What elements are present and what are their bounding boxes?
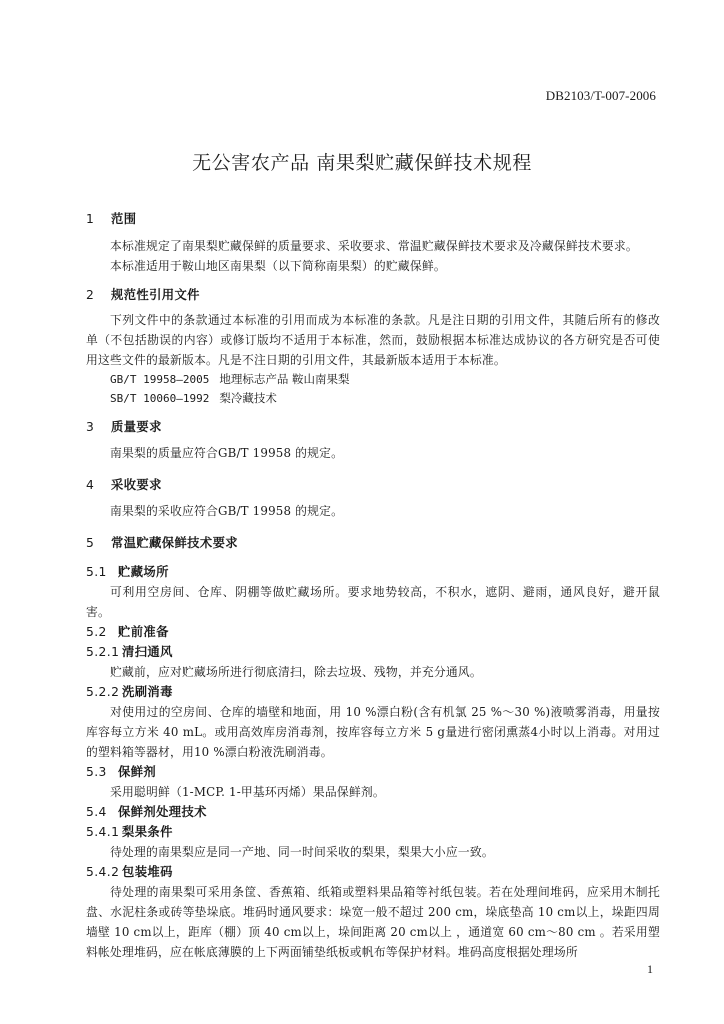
paragraph: 可利用空房间、仓库、阴棚等做贮藏场所。要求地势较高，不积水，遮阴、避雨，通风良好，避开鼠害。 [86,585,660,619]
reference-item [86,389,660,408]
subsection-heading-5-1 [86,562,660,582]
document-code: DB2103/T-007-2006 [545,88,656,103]
section-number: 2 [86,288,95,302]
section-number: 3 [86,420,95,434]
subsection-heading-5-2 [86,622,660,642]
section-title: 采收要求 [111,478,162,492]
section-number: 5.4 [86,805,107,819]
section-title: 质量要求 [111,420,162,434]
section-number: 5.4.2 [86,865,120,879]
subsection-heading-5-2-1 [86,642,660,662]
paragraph: 本标准适用于鞍山地区南果梨（以下简称南果梨）的贮藏保鲜。 [110,259,446,273]
document-body [86,209,660,962]
subsection-heading-5-4-2 [86,862,660,882]
section-number: 5.3 [86,765,107,779]
reference-name: 梨冷藏技术 [219,391,277,405]
section-title: 清扫通风 [122,645,173,659]
subsection-heading-5-2-2 [86,682,660,702]
section-heading-2 [86,285,660,305]
section-heading-3 [86,417,660,437]
section-heading-1 [86,209,660,229]
section-title: 范围 [111,212,137,226]
reference-item [86,370,660,389]
paragraph: 南果梨的质量应符合GB/T 19958 的规定。 [110,446,344,460]
section-title: 梨果条件 [122,825,173,839]
subsection-heading-5-4-1 [86,822,660,842]
page-number: 1 [647,962,653,976]
document-title: 无公害农产品 南果梨贮藏保鲜技术规程 [192,152,532,174]
paragraph: 待处理的南果梨可采用条筐、香蕉箱、纸箱或塑料果品箱等衬纸包装。若在处理间堆码，应采用木制托盘、水泥柱条或砖等垫垛底。堆码时通风要求：垛宽一般不超过 200 cm，垛底垫高 10 cm以上，垛距四周墙壁 10 cm以上，距库（棚）顶 40 cm以上，垛间距离 20 cm以上 ，通道宽 60 cm～80 cm 。若采用塑料帐处理堆码，应在帐底薄膜的上下两面铺垫纸板或帆布等保护材料。堆码高度根据处理场所 [86,885,660,959]
section-title: 保鲜剂处理技术 [118,805,207,819]
section-number: 5 [86,536,95,550]
section-title: 常温贮藏保鲜技术要求 [111,536,238,550]
section-title: 包装堆码 [122,865,173,879]
section-title: 贮藏场所 [118,565,169,579]
reference-code: SB/T 10060—1992 [110,392,210,405]
paragraph: 本标准规定了南果梨贮藏保鲜的质量要求、采收要求、常温贮藏保鲜技术要求及冷藏保鲜技术要求。 [110,239,638,253]
reference-name: 地理标志产品 鞍山南果梨 [219,372,350,386]
paragraph: 贮藏前，应对贮藏场所进行彻底清扫，除去垃圾、残物，并充分通风。 [110,665,482,679]
section-title: 贮前准备 [118,625,169,639]
section-number: 4 [86,478,95,492]
section-number: 5.2.1 [86,645,120,659]
paragraph: 对使用过的空房间、仓库的墙壁和地面，用 10 %漂白粉(含有机氯 25 %～30 %)液喷雾消毒，用量按库容每立方米 40 mL。或用高效库房消毒剂，按库容每立方米 5 g量进行密闭熏蒸4小时以上消毒。对用过的塑料箱等器材，用10 %漂白粉液洗刷消毒。 [86,705,660,759]
paragraph: 南果梨的采收应符合GB/T 19958 的规定。 [110,504,344,518]
paragraph: 待处理的南果梨应是同一产地、同一时间采收的梨果，梨果大小应一致。 [110,845,494,859]
section-title: 洗刷消毒 [122,685,173,699]
section-number: 5.2 [86,625,107,639]
section-title: 保鲜剂 [118,765,157,779]
section-number: 5.4.1 [86,825,120,839]
paragraph: 采用聪明鲜（1-MCP. 1-甲基环丙烯）果品保鲜剂。 [110,785,385,799]
section-title: 规范性引用文件 [111,288,200,302]
section-heading-5 [86,533,660,553]
paragraph: 下列文件中的条款通过本标准的引用而成为本标准的条款。凡是注日期的引用文件，其随后所有的修改单（不包括勘误的内容）或修订版均不适用于本标准，然而，鼓励根据本标准达成协议的各方研究是否可使用这些文件的最新版本。凡是不注日期的引用文件，其最新版本适用于本标准。 [86,313,660,367]
section-number: 1 [86,212,95,226]
subsection-heading-5-3 [86,762,660,782]
subsection-heading-5-4 [86,802,660,822]
section-number: 5.1 [86,565,107,579]
reference-code: GB/T 19958—2005 [110,373,210,386]
section-heading-4 [86,475,660,495]
section-number: 5.2.2 [86,685,120,699]
